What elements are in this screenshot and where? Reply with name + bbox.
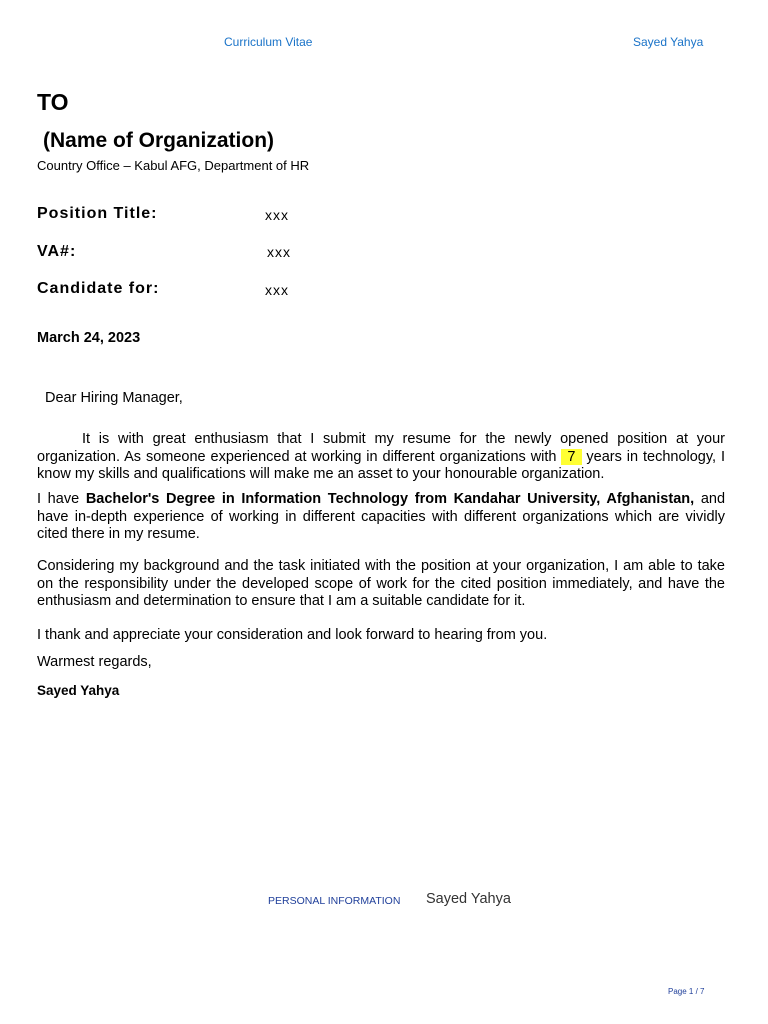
paragraph-thanks: I thank and appreciate your consideration and look forward to hearing from you. bbox=[37, 627, 548, 643]
signature-name: Sayed Yahya bbox=[37, 683, 120, 698]
va-number-label: VA#: bbox=[37, 243, 77, 260]
header-title: Curriculum Vitae bbox=[224, 35, 313, 49]
footer-name: Sayed Yahya bbox=[426, 891, 511, 907]
paragraph-intro-text-b: years in technology, I know my skills and qualifications will make me an asset to your honourable organization. bbox=[37, 448, 726, 482]
recipient-heading: TO bbox=[37, 89, 69, 115]
paragraph-education-text-b: and have in-depth experience of working in different capacities with different organizations which are vividly cited there in my resume. bbox=[37, 491, 726, 542]
letter-date: March 24, 2023 bbox=[37, 330, 141, 346]
page-number: Page 1 / 7 bbox=[668, 987, 705, 996]
years-highlight: 7 bbox=[561, 449, 581, 465]
paragraph-intro bbox=[37, 431, 725, 484]
paragraph-intro-text-a: It is with great enthusiasm that I submit my resume for the newly opened position at your organization. As someone experienced at working in different organizations with bbox=[37, 431, 725, 465]
closing: Warmest regards, bbox=[37, 654, 152, 670]
position-title-value: xxx bbox=[265, 207, 289, 223]
candidate-for-value: xxx bbox=[265, 282, 289, 298]
footer-label: PERSONAL INFORMATION bbox=[268, 895, 401, 907]
header-author: Sayed Yahya bbox=[633, 35, 704, 49]
salutation: Dear Hiring Manager, bbox=[45, 390, 183, 406]
organization-name: (Name of Organization) bbox=[43, 129, 275, 152]
office-line: Country Office – Kabul AFG, Department of HR bbox=[37, 158, 310, 173]
degree-text: Bachelor's Degree in Information Technology from Kandahar University, Afghanistan, bbox=[85, 491, 695, 507]
paragraph-education-text-a: I have bbox=[37, 491, 80, 507]
paragraph-availability: Considering my background and the task initiated with the position at your organization, I am able to take on the responsibility under the developed scope of work for the cited position immediately, and have the enthusiasm and determination to ensure that I am a suitable candidate for it. bbox=[37, 558, 725, 609]
va-number-value: xxx bbox=[267, 244, 291, 260]
candidate-for-label: Candidate for: bbox=[37, 280, 160, 297]
position-title-label: Position Title: bbox=[37, 205, 158, 222]
paragraph-education bbox=[37, 491, 725, 544]
